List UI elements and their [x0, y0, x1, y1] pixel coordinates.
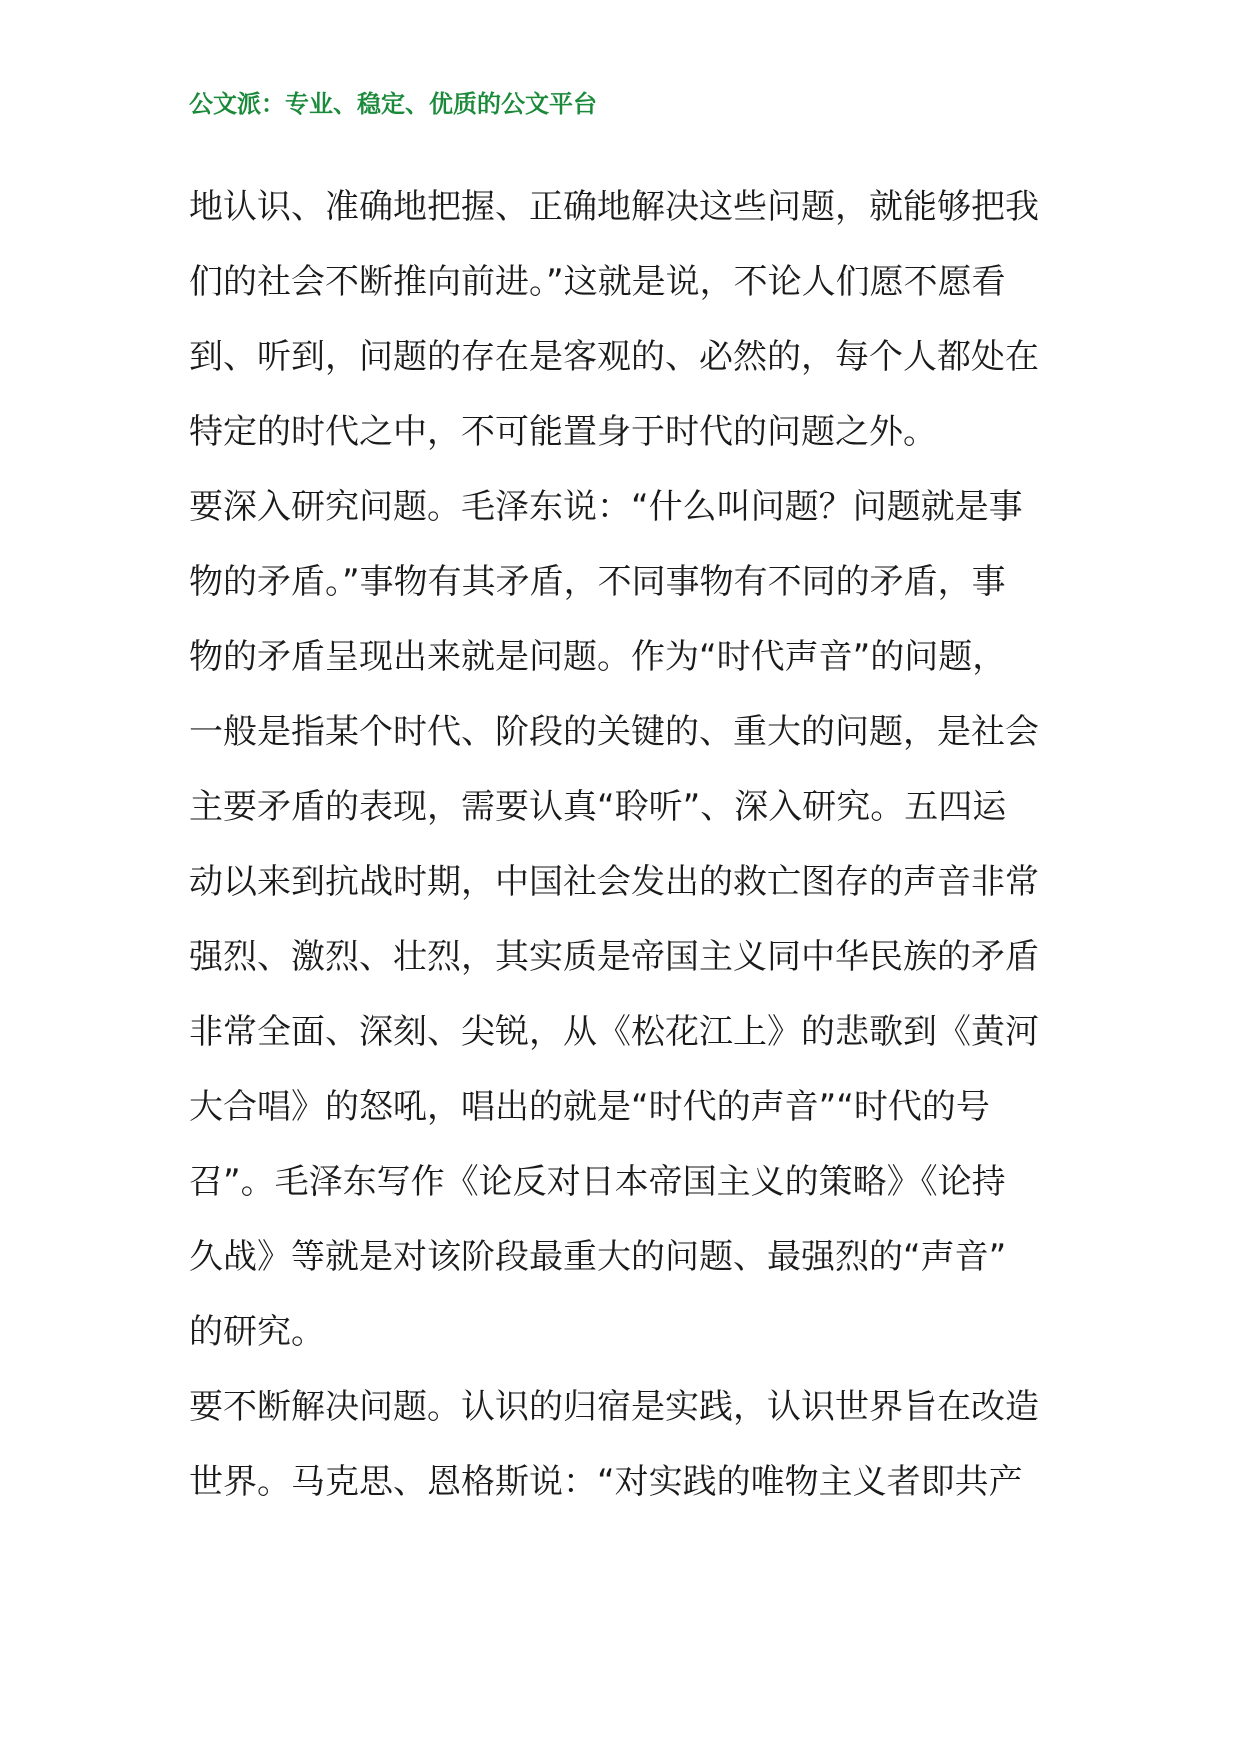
text-line: 们的社会不断推向前进。”这就是说，不论人们愿不愿看 — [189, 262, 1006, 302]
text-line: 的研究。 — [189, 1312, 325, 1352]
text-line: 特定的时代之中，不可能置身于时代的问题之外。 — [189, 412, 937, 452]
paragraph-3 — [189, 1370, 1059, 1520]
text-line: 物的矛盾呈现出来就是问题。作为“时代声音”的问题， — [189, 637, 1007, 677]
text-line: 世界。马克思、恩格斯说：“对实践的唯物主义者即共产 — [189, 1462, 1023, 1502]
site-header-slogan: 公文派：专业、稳定、优质的公文平台 — [189, 89, 597, 118]
text-line: 召”。毛泽东写作《论反对日本帝国主义的策略》《论持 — [189, 1162, 1006, 1202]
document-body — [189, 170, 1059, 1520]
text-line: 物的矛盾。”事物有其矛盾，不同事物有不同的矛盾，事 — [189, 562, 1006, 602]
text-line: 动以来到抗战时期，中国社会发出的救亡图存的声音非常 — [189, 862, 1039, 902]
text-line: 主要矛盾的表现，需要认真“聆听”、深入研究。五四运 — [189, 787, 1007, 827]
text-line: 强烈、激烈、壮烈，其实质是帝国主义同中华民族的矛盾 — [189, 937, 1039, 977]
text-line: 到、听到，问题的存在是客观的、必然的，每个人都处在 — [189, 337, 1039, 377]
text-line: 地认识、准确地把握、正确地解决这些问题，就能够把我 — [189, 187, 1039, 227]
text-line: 要不断解决问题。认识的归宿是实践，认识世界旨在改造 — [189, 1387, 1039, 1427]
paragraph-1 — [189, 170, 1059, 470]
text-line: 一般是指某个时代、阶段的关键的、重大的问题，是社会 — [189, 712, 1039, 752]
text-line: 要深入研究问题。毛泽东说：“什么叫问题？问题就是事 — [189, 487, 1023, 527]
paragraph-2 — [189, 470, 1059, 1370]
text-line: 大合唱》的怒吼，唱出的就是“时代的声音”“时代的号 — [189, 1087, 990, 1127]
text-line: 非常全面、深刻、尖锐，从《松花江上》的悲歌到《黄河 — [189, 1012, 1039, 1052]
text-line: 久战》等就是对该阶段最重大的问题、最强烈的“声音” — [189, 1237, 1007, 1277]
